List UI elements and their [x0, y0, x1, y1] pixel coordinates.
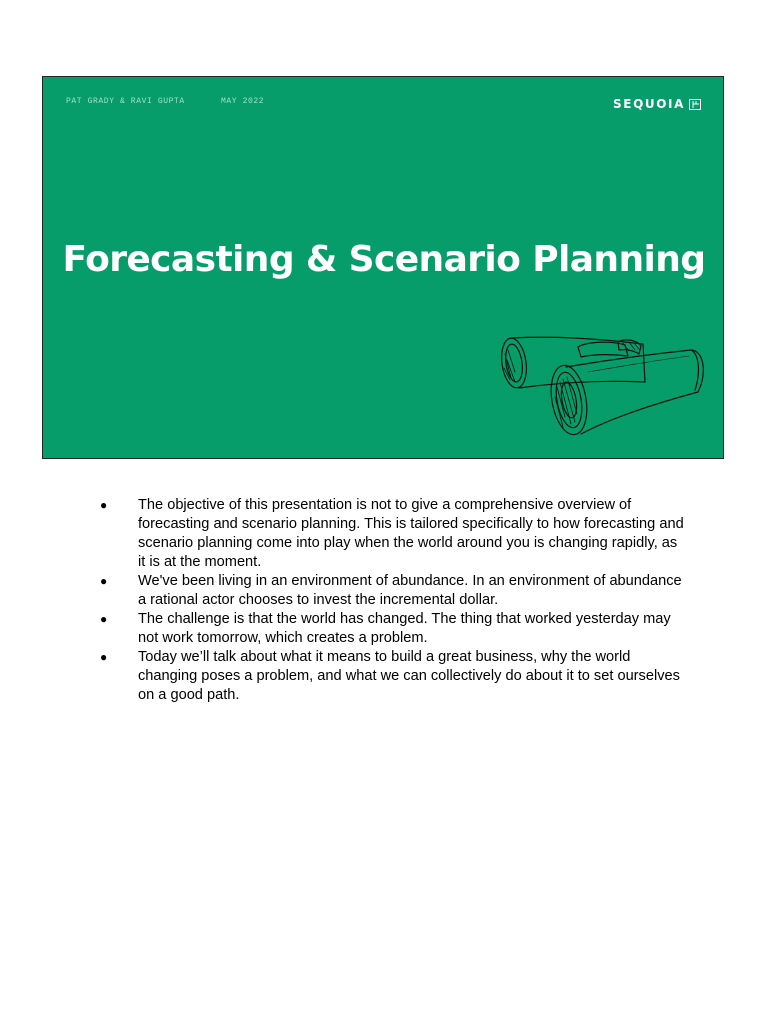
- list-item: [98, 610, 688, 648]
- bullet-icon: ●: [100, 574, 108, 588]
- speaker-notes: [98, 496, 688, 705]
- bullet-icon: ●: [100, 612, 108, 626]
- note-text: We've been living in an environment of abundance. In an environment of abundance a rational actor chooses to invest the incremental dollar.: [138, 573, 682, 608]
- list-item: [98, 572, 688, 610]
- slide-thumbnail: [42, 76, 724, 459]
- slide-date: MAY 2022: [221, 97, 265, 106]
- note-text: The objective of this presentation is not to give a comprehensive overview of forecasting and scenario planning. This is tailored specifically to how forecasting and scenario planning come into play when the world around you is changing rapidly, as it is at the moment.: [138, 497, 684, 570]
- binoculars-icon: [493, 332, 708, 444]
- logo-wordmark: SEQUOIA: [613, 97, 685, 111]
- note-text: The challenge is that the world has changed. The thing that worked yesterday may not work tomorrow, which creates a problem.: [138, 611, 671, 646]
- list-item: [98, 496, 688, 572]
- bullet-icon: ●: [100, 650, 108, 664]
- sequoia-logo: [613, 97, 701, 111]
- slide-title: Forecasting & Scenario Planning: [62, 239, 706, 280]
- slide-authors: PAT GRADY & RAVI GUPTA: [66, 97, 185, 106]
- note-text: Today we’ll talk about what it means to build a great business, why the world changing poses a problem, and what we can collectively do about it to set ourselves on a good path.: [138, 649, 680, 703]
- sequoia-tree-icon: [689, 99, 701, 110]
- list-item: [98, 648, 688, 705]
- bullet-icon: ●: [100, 498, 108, 512]
